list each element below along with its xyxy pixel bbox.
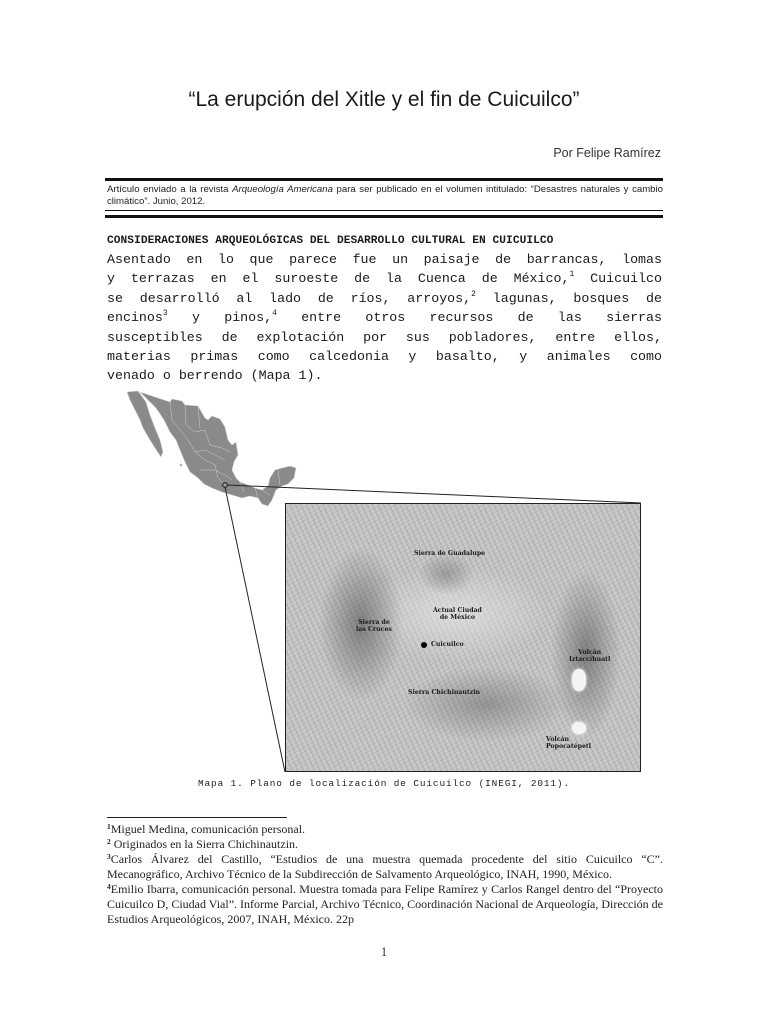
- label-volcan-popocatepetl: Volcán Popocatépetl: [546, 736, 592, 750]
- state-borders: [170, 402, 280, 498]
- body-line: susceptibles de explotación por sus pobladores, entre ellos,: [107, 329, 662, 345]
- footnote-ref[interactable]: 4: [272, 309, 277, 319]
- notice-suffix: para ser publicado en el volumen intitulado: “Desastres naturales y cambio climático”. Junio, 2012.: [107, 184, 663, 207]
- footnote-4: $^4$Emilio Ibarra, comunicación personal. Muestra tomada para Felipe Ramírez y Carlos Rangel dentro del “Proyecto Cuicuilco D, Ciudad Vial”. Informe Parcial, Archivo Técnico, Coordinación Nacional de Arqueología, Dirección de Estudios Arqueológicos, 2007, INAH, México. 22p: [107, 882, 664, 926]
- section-heading: CONSIDERACIONES ARQUEOLÓGICAS DEL DESARROLLO CULTURAL EN CUICUILCO: [107, 235, 554, 247]
- footnote-3: $^3$Carlos Álvarez del Castillo, “Estudios de una muestra quemada procedente del sitio Cuicuilco “C”. Mecanográfico, Archivo Técnico de la Subdirección de Salvamento Arqueológico, INAH, 1990, México.: [107, 852, 663, 881]
- cuicuilco-location-marker: [223, 483, 228, 488]
- callout-line-bottom: [225, 487, 285, 772]
- footnote-2: $^2$ Originados en la Sierra Chichinautzin.: [107, 837, 299, 851]
- cuicuilco-site-dot: [421, 642, 427, 648]
- body-paragraph: [107, 250, 662, 386]
- label-sierra-guadalupe: Sierra de Guadalupe: [414, 550, 486, 557]
- label-ciudad-mexico: Actual Ciudad de México: [433, 607, 482, 621]
- footnote-ref[interactable]: 1: [569, 270, 575, 280]
- figure-caption: Mapa 1. Plano de localización de Cuicuilco (INEGI, 2011).: [198, 778, 570, 789]
- author-byline: Por Felipe Ramírez: [553, 146, 661, 160]
- notice-top-rule: [105, 178, 663, 181]
- notice-bottom-rule-thin: [105, 210, 663, 211]
- notice-bottom-rule-thick: [105, 215, 663, 218]
- footnote-1: $^1$Miguel Medina, comunicación personal.: [107, 822, 306, 836]
- body-line: se desarrolló al lado de ríos, arroyos,$^2$ lagunas, bosques de: [107, 289, 662, 306]
- mexico-outline-icon: [127, 391, 296, 506]
- body-line: y terrazas en el suroeste de la Cuenca de México,$^1$ Cuicuilco: [107, 270, 662, 287]
- journal-name: Arqueología Americana: [232, 184, 333, 195]
- label-cuicuilco: Cuicuilco: [431, 641, 464, 648]
- label-sierra-las-cruces: Sierra de las Cruces: [356, 619, 392, 633]
- footnote-ref[interactable]: 3: [162, 309, 168, 319]
- body-line: encinos$^3$ y pinos,$^4$ entre otros recursos de las sierras: [107, 309, 662, 326]
- label-sierra-chichinautzin: Sierra Chichinautzin: [408, 689, 481, 696]
- submission-notice: [107, 184, 663, 208]
- body-line: materias primas como calcedonia y basalto, y animales como: [107, 349, 662, 365]
- body-line: venado o berrendo (Mapa 1).: [107, 368, 323, 384]
- page-number: 1: [380, 944, 388, 959]
- footnote-separator: [107, 817, 287, 818]
- document-title: “La erupción del Xitle y el fin de Cuicuilco”: [188, 88, 580, 111]
- callout-line-top: [227, 485, 641, 503]
- notice-prefix: Artículo enviado a la revista: [107, 184, 233, 195]
- iztaccihuatl-snow: [572, 669, 586, 691]
- popocatepetl-snow: [572, 722, 586, 734]
- label-volcan-iztaccihuatl: Volcán Iztaccíhuatl: [569, 649, 611, 663]
- footnotes: [107, 822, 663, 927]
- relief-map: [285, 503, 641, 772]
- footnote-ref[interactable]: 2: [471, 289, 476, 299]
- body-line: Asentado en lo que parece fue un paisaje de barrancas, lomas: [107, 252, 662, 267]
